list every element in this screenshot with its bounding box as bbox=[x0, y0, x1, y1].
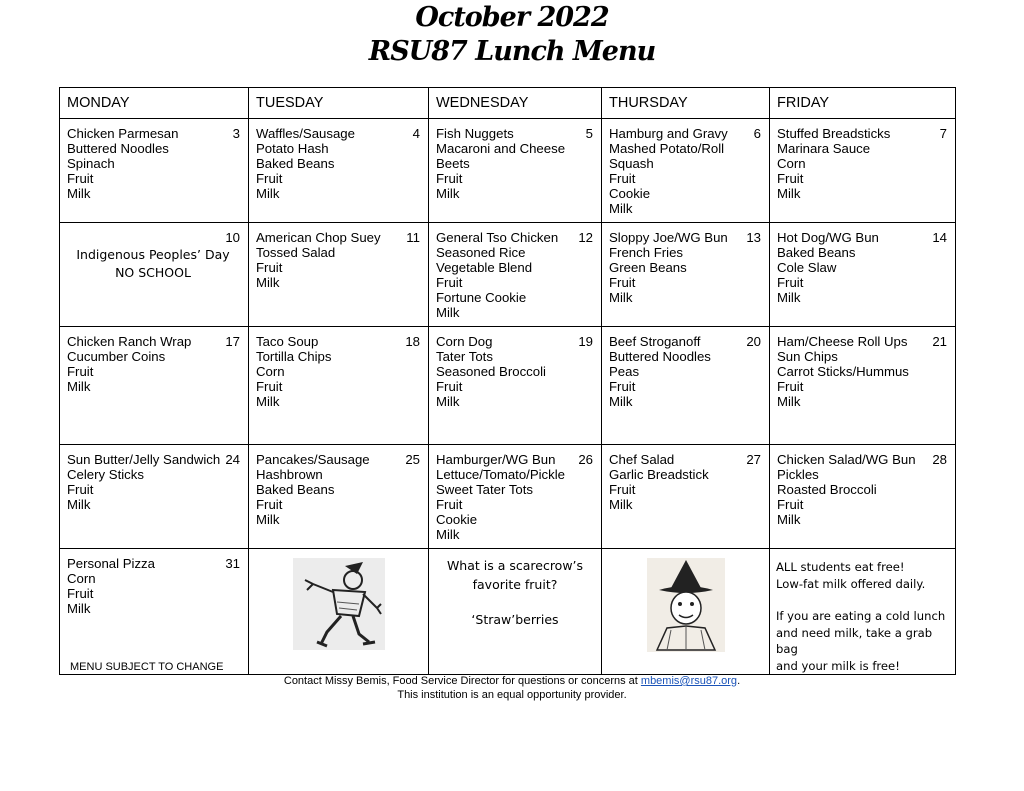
day-cell bbox=[429, 119, 601, 205]
menu-item: General Tso Chicken bbox=[436, 230, 559, 245]
day-cell bbox=[429, 445, 601, 546]
contact-line bbox=[0, 675, 1024, 687]
menu-item: Carrot Sticks/Hummus bbox=[777, 364, 909, 379]
menu-item: Fruit bbox=[777, 379, 804, 394]
menu-item: Milk bbox=[609, 394, 633, 409]
menu-item: Milk bbox=[436, 394, 460, 409]
menu-item: Chef Salad bbox=[609, 452, 675, 467]
menu-item: Cole Slaw bbox=[777, 260, 837, 275]
scarecrow-portrait-illustration bbox=[647, 558, 725, 652]
menu-item: Seasoned Rice bbox=[436, 245, 526, 260]
menu-item: Fruit bbox=[436, 497, 463, 512]
menu-item: Fruit bbox=[256, 260, 283, 275]
menu-item: Milk bbox=[436, 305, 460, 320]
week-row bbox=[60, 549, 956, 675]
day-number: 18 bbox=[405, 334, 420, 349]
menu-item: Milk bbox=[609, 497, 633, 512]
day-cell bbox=[60, 549, 248, 620]
day-number: 4 bbox=[412, 126, 420, 141]
menu-item: Baked Beans bbox=[256, 482, 335, 497]
menu-item: Fish Nuggets bbox=[436, 126, 514, 141]
note-line: and need milk, take a grab bag bbox=[776, 625, 933, 656]
menu-item: Milk bbox=[256, 512, 280, 527]
scarecrow-portrait-cell bbox=[602, 549, 769, 652]
menu-item: Hamburg and Gravy bbox=[609, 126, 728, 141]
day-number: 24 bbox=[225, 452, 240, 467]
menu-item: Fruit bbox=[256, 379, 283, 394]
menu-item: Fruit bbox=[67, 586, 94, 601]
day-number: 6 bbox=[753, 126, 761, 141]
page-title: October 2022 bbox=[415, 2, 609, 33]
equal-opportunity-statement: This institution is an equal opportunity provider. bbox=[397, 689, 627, 701]
joke-answer: ‘Straw’berries bbox=[471, 612, 559, 627]
menu-item: Corn bbox=[256, 364, 285, 379]
day-cell bbox=[249, 223, 428, 294]
menu-item: Milk bbox=[777, 394, 801, 409]
day-number: 21 bbox=[932, 334, 947, 349]
menu-item: Tater Tots bbox=[436, 349, 493, 364]
menu-item: Milk bbox=[256, 186, 280, 201]
day-number: 11 bbox=[406, 230, 420, 245]
note-line: and your milk is free! bbox=[776, 658, 900, 673]
menu-item: Fruit bbox=[777, 497, 804, 512]
menu-item: Stuffed Breadsticks bbox=[777, 126, 891, 141]
menu-item: Chicken Ranch Wrap bbox=[67, 334, 192, 349]
day-number: 3 bbox=[232, 126, 240, 141]
day-number: 12 bbox=[578, 230, 593, 245]
menu-item: Milk bbox=[777, 186, 801, 201]
day-cell bbox=[602, 223, 769, 309]
menu-item: Milk bbox=[436, 527, 460, 542]
day-number: 17 bbox=[225, 334, 240, 349]
note-line: If you are eating a cold lunch bbox=[776, 609, 946, 623]
menu-item: Buttered Noodles bbox=[609, 349, 711, 364]
menu-item: Fruit bbox=[609, 482, 636, 497]
menu-item: Fortune Cookie bbox=[436, 290, 527, 305]
scarecrow-running-illustration bbox=[293, 558, 385, 650]
menu-item: Fruit bbox=[67, 171, 94, 186]
day-cell bbox=[60, 327, 248, 398]
menu-item: Hot Dog/WG Bun bbox=[777, 230, 879, 245]
no-school-label: NO SCHOOL bbox=[115, 265, 191, 280]
week-row bbox=[60, 445, 956, 549]
menu-item: Potato Hash bbox=[256, 141, 329, 156]
menu-item: Milk bbox=[436, 186, 460, 201]
scarecrow-illustration-cell bbox=[249, 549, 428, 650]
menu-item: Fruit bbox=[256, 497, 283, 512]
menu-item: Marinara Sauce bbox=[777, 141, 871, 156]
day-cell bbox=[770, 445, 955, 531]
menu-calendar bbox=[59, 87, 956, 675]
menu-item: Personal Pizza bbox=[67, 556, 155, 571]
week-row bbox=[60, 119, 956, 223]
menu-item: French Fries bbox=[609, 245, 684, 260]
contact-period: . bbox=[737, 675, 741, 687]
day-cell bbox=[770, 327, 955, 413]
menu-item: American Chop Suey bbox=[256, 230, 381, 245]
scarecrow-joke bbox=[429, 549, 601, 630]
menu-item: Squash bbox=[609, 156, 654, 171]
menu-item: Fruit bbox=[436, 275, 463, 290]
menu-item: Milk bbox=[67, 601, 91, 616]
menu-item: Milk bbox=[609, 201, 633, 216]
menu-item: Fruit bbox=[609, 171, 636, 186]
day-number: 5 bbox=[585, 126, 593, 141]
header-wednesday: WEDNESDAY bbox=[429, 88, 602, 119]
menu-item: Ham/Cheese Roll Ups bbox=[777, 334, 908, 349]
menu-subject-to-change: MENU SUBJECT TO CHANGE bbox=[70, 661, 224, 673]
menu-item: Cookie bbox=[436, 512, 478, 527]
note-line: Low-fat milk offered daily. bbox=[776, 576, 926, 591]
joke-question-line1: What is a scarecrow’s bbox=[446, 558, 584, 573]
header-monday: MONDAY bbox=[60, 88, 249, 119]
day-number: 20 bbox=[746, 334, 761, 349]
menu-item: Cookie bbox=[609, 186, 651, 201]
week-row bbox=[60, 223, 956, 327]
menu-item: Hamburger/WG Bun bbox=[436, 452, 556, 467]
menu-item: Macaroni and Cheese bbox=[436, 141, 566, 156]
menu-item: Baked Beans bbox=[777, 245, 856, 260]
day-cell bbox=[602, 119, 769, 220]
day-cell bbox=[60, 119, 248, 205]
day-cell bbox=[770, 119, 955, 205]
menu-item: Fruit bbox=[436, 171, 463, 186]
menu-item: Milk bbox=[777, 512, 801, 527]
menu-item: Milk bbox=[777, 290, 801, 305]
day-cell bbox=[249, 119, 428, 205]
menu-item: Chicken Parmesan bbox=[67, 126, 179, 141]
menu-item: Milk bbox=[67, 497, 91, 512]
menu-item: Sun Chips bbox=[777, 349, 838, 364]
menu-item: Sun Butter/Jelly Sandwich bbox=[67, 452, 221, 467]
menu-item: Sweet Tater Tots bbox=[436, 482, 534, 497]
menu-item: Chicken Salad/WG Bun bbox=[777, 452, 916, 467]
menu-item: Roasted Broccoli bbox=[777, 482, 877, 497]
header-thursday: THURSDAY bbox=[602, 88, 770, 119]
menu-item: Hashbrown bbox=[256, 467, 323, 482]
menu-item: Peas bbox=[609, 364, 640, 379]
menu-item: Tossed Salad bbox=[256, 245, 336, 260]
menu-item: Taco Soup bbox=[256, 334, 319, 349]
menu-item: Spinach bbox=[67, 156, 115, 171]
day-cell bbox=[770, 223, 955, 309]
note-line: ALL students eat free! bbox=[776, 560, 905, 574]
menu-item: Fruit bbox=[777, 171, 804, 186]
menu-item: Vegetable Blend bbox=[436, 260, 533, 275]
day-cell bbox=[602, 445, 769, 516]
menu-item: Buttered Noodles bbox=[67, 141, 169, 156]
menu-item: Fruit bbox=[436, 379, 463, 394]
day-number: 13 bbox=[746, 230, 761, 245]
day-cell bbox=[60, 223, 248, 286]
lunch-notes bbox=[770, 549, 955, 674]
menu-item: Pancakes/Sausage bbox=[256, 452, 370, 467]
menu-item: Seasoned Broccoli bbox=[436, 364, 546, 379]
contact-text: Contact Missy Bemis, Food Service Director for questions or concerns at bbox=[283, 675, 641, 687]
joke-question-line2: favorite fruit? bbox=[472, 576, 558, 592]
header-tuesday: TUESDAY bbox=[249, 88, 429, 119]
menu-item: Fruit bbox=[256, 171, 283, 186]
header-friday: FRIDAY bbox=[770, 88, 956, 119]
day-number: 10 bbox=[225, 230, 240, 245]
menu-item: Fruit bbox=[609, 275, 636, 290]
menu-item: Baked Beans bbox=[256, 156, 335, 171]
menu-item: Fruit bbox=[609, 379, 636, 394]
menu-item: Sloppy Joe/WG Bun bbox=[609, 230, 728, 245]
menu-item: Waffles/Sausage bbox=[256, 126, 355, 141]
day-number: 28 bbox=[932, 452, 947, 467]
menu-item: Fruit bbox=[777, 275, 804, 290]
menu-item: Celery Sticks bbox=[67, 467, 144, 482]
day-number: 7 bbox=[939, 126, 947, 141]
menu-item: Tortilla Chips bbox=[256, 349, 332, 364]
menu-item: Beets bbox=[436, 156, 470, 171]
holiday-name: Indigenous Peoples’ Day bbox=[76, 247, 230, 262]
menu-item: Green Beans bbox=[609, 260, 687, 275]
menu-item: Fruit bbox=[67, 482, 94, 497]
menu-item: Corn Dog bbox=[436, 334, 493, 349]
week-row bbox=[60, 327, 956, 445]
menu-item: Pickles bbox=[777, 467, 819, 482]
menu-item: Corn bbox=[777, 156, 806, 171]
day-number: 25 bbox=[405, 452, 420, 467]
day-cell bbox=[249, 327, 428, 413]
day-number: 26 bbox=[578, 452, 593, 467]
menu-item: Mashed Potato/Roll bbox=[609, 141, 725, 156]
menu-item: Milk bbox=[256, 275, 280, 290]
email-link[interactable]: mbemis@rsu87.org bbox=[640, 675, 738, 687]
day-cell bbox=[60, 445, 248, 516]
menu-item: Milk bbox=[609, 290, 633, 305]
day-cell bbox=[429, 327, 601, 413]
day-cell bbox=[429, 223, 601, 324]
menu-item: Garlic Breadstick bbox=[609, 467, 709, 482]
menu-item: Milk bbox=[256, 394, 280, 409]
day-cell bbox=[249, 445, 428, 531]
menu-item: Lettuce/Tomato/Pickle bbox=[436, 467, 566, 482]
menu-item: Milk bbox=[67, 186, 91, 201]
day-cell bbox=[602, 327, 769, 413]
day-number: 27 bbox=[746, 452, 761, 467]
day-number: 19 bbox=[578, 334, 593, 349]
menu-item: Beef Stroganoff bbox=[609, 334, 701, 349]
header-row bbox=[60, 88, 956, 119]
menu-item: Cucumber Coins bbox=[67, 349, 166, 364]
day-number: 14 bbox=[932, 230, 947, 245]
menu-item: Milk bbox=[67, 379, 91, 394]
page-subtitle: RSU87 Lunch Menu bbox=[368, 36, 656, 67]
day-number: 31 bbox=[225, 556, 240, 571]
menu-item: Fruit bbox=[67, 364, 94, 379]
menu-item: Corn bbox=[67, 571, 96, 586]
